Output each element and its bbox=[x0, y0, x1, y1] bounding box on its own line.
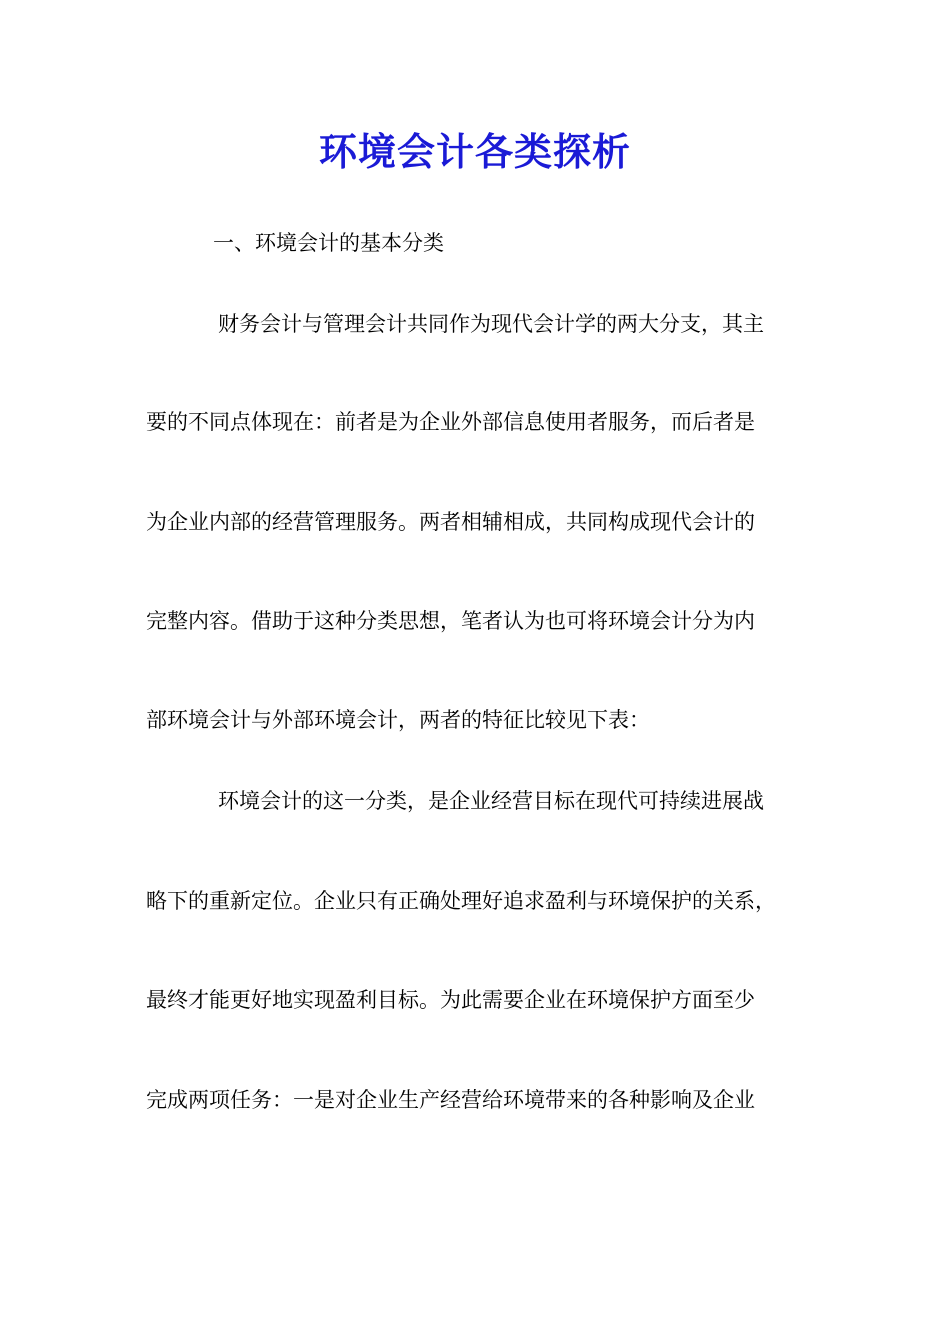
paragraph-line: 要的不同点体现在：前者是为企业外部信息使用者服务，而后者是 bbox=[146, 410, 755, 434]
paragraph-line: 完成两项任务：一是对企业生产经营给环境带来的各种影响及企业 bbox=[146, 1088, 755, 1112]
paragraph-line: 为企业内部的经营管理服务。两者相辅相成，共同构成现代会计的 bbox=[146, 510, 755, 534]
paragraph-line: 略下的重新定位。企业只有正确处理好追求盈利与环境保护的关系， bbox=[146, 889, 776, 913]
paragraph-line: 最终才能更好地实现盈利目标。为此需要企业在环境保护方面至少 bbox=[146, 988, 755, 1012]
paragraph-line: 财务会计与管理会计共同作为现代会计学的两大分支，其主 bbox=[218, 312, 764, 336]
paragraph-line: 环境会计的这一分类，是企业经营目标在现代可持续进展战 bbox=[218, 789, 764, 813]
paragraph-line: 完整内容。借助于这种分类思想，笔者认为也可将环境会计分为内 bbox=[146, 609, 755, 633]
document-title: 环境会计各类探析 bbox=[318, 130, 631, 174]
paragraph-line: 部环境会计与外部环境会计，两者的特征比较见下表： bbox=[146, 708, 650, 732]
section-heading: 一、环境会计的基本分类 bbox=[213, 231, 444, 255]
